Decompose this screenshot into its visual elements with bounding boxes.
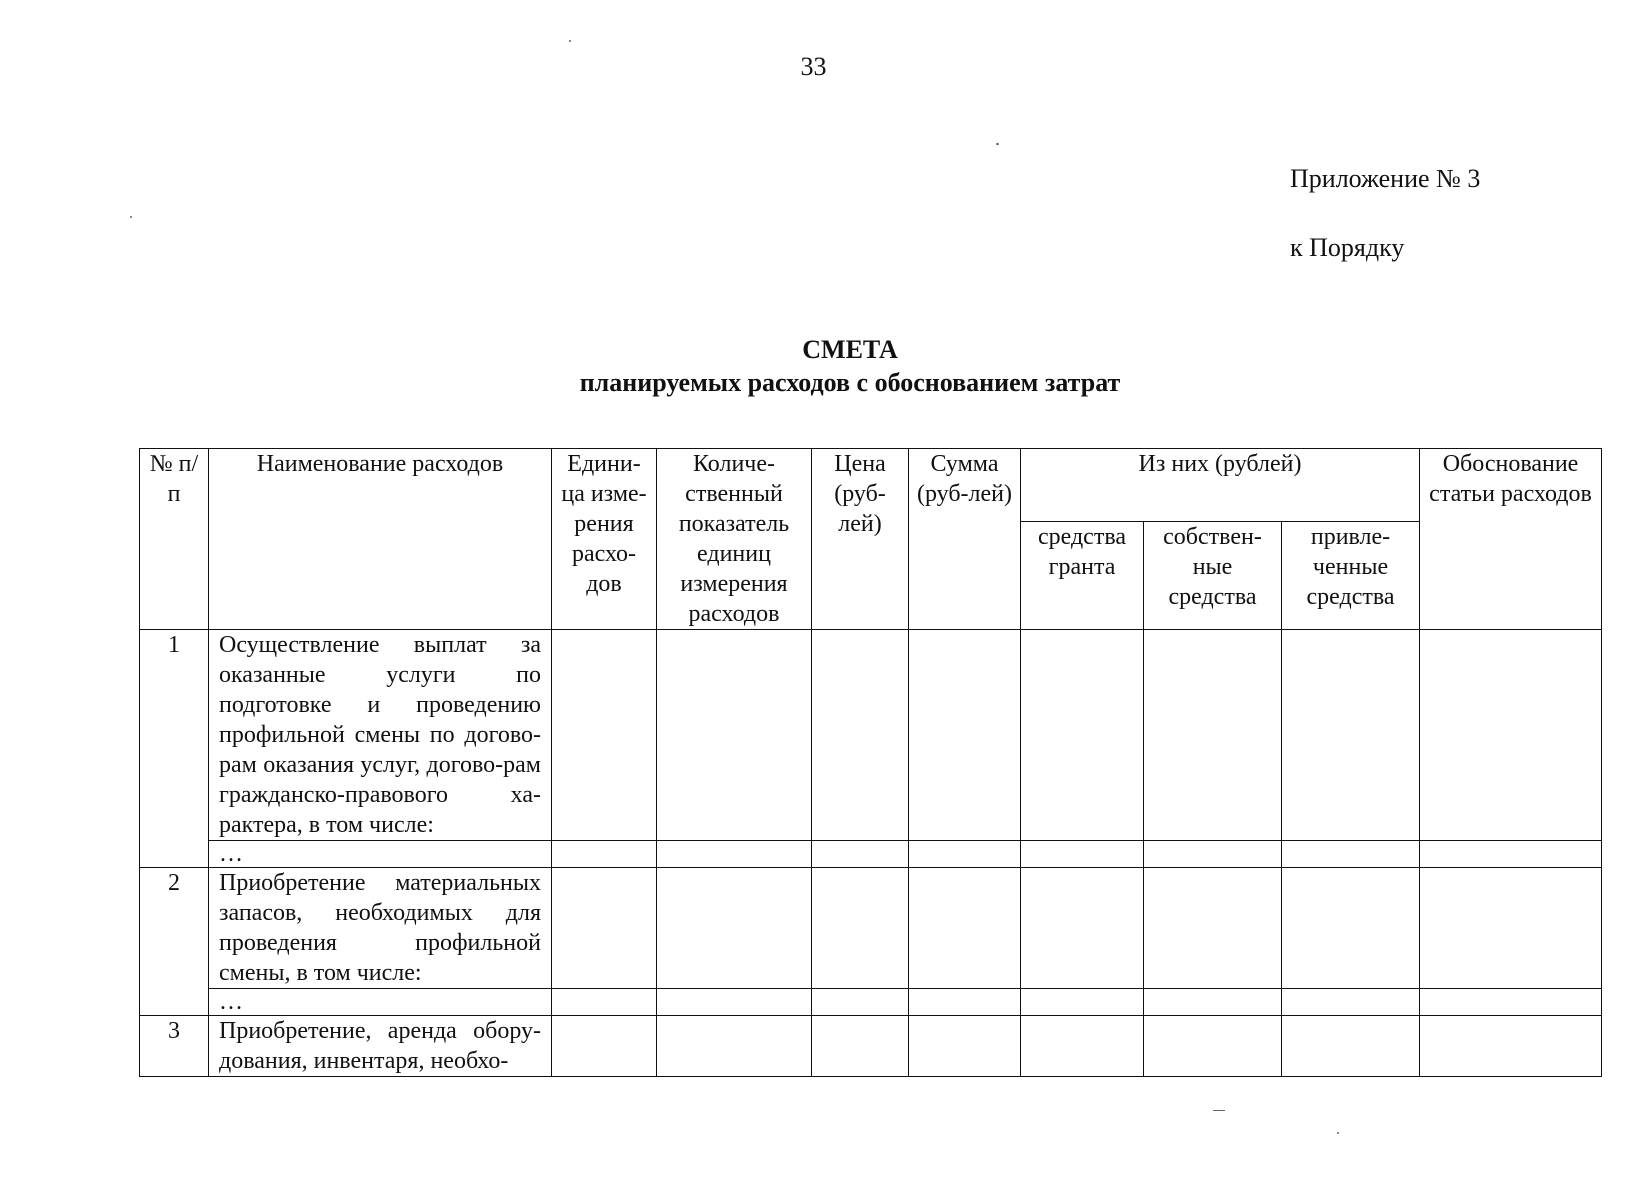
table-cell bbox=[812, 868, 909, 989]
table-row bbox=[140, 630, 1602, 841]
table-cell bbox=[657, 841, 812, 868]
table-cell bbox=[1282, 841, 1420, 868]
table-cell bbox=[1021, 630, 1144, 841]
scan-speck bbox=[569, 40, 571, 42]
table-cell bbox=[552, 1016, 657, 1077]
appendix-reference: к Порядку bbox=[1290, 233, 1405, 262]
table-cell bbox=[1144, 630, 1282, 841]
scan-speck bbox=[130, 216, 132, 218]
scan-speck bbox=[1213, 1110, 1225, 1111]
table-cell bbox=[812, 989, 909, 1016]
table-cell bbox=[1282, 989, 1420, 1016]
appendix-label: Приложение № 3 bbox=[1290, 164, 1481, 193]
table-cell bbox=[552, 841, 657, 868]
table-cell bbox=[909, 1016, 1021, 1077]
table-cell bbox=[1420, 630, 1602, 841]
table-cell bbox=[812, 630, 909, 841]
table-row bbox=[140, 989, 1602, 1016]
table-cell bbox=[1420, 989, 1602, 1016]
page-number: 33 bbox=[800, 52, 827, 81]
header-sum: Сумма (руб-лей) bbox=[909, 449, 1021, 630]
expense-name: Приобретение материальных запасов, необходимых для проведения профильной смены, в том числе: bbox=[209, 868, 552, 989]
header-justification: Обоснование статьи расходов bbox=[1420, 449, 1602, 630]
row-number: 2 bbox=[140, 868, 209, 1016]
scan-speck bbox=[1337, 1132, 1339, 1134]
table-cell bbox=[909, 989, 1021, 1016]
table-cell bbox=[1420, 841, 1602, 868]
scan-speck bbox=[996, 143, 999, 145]
table-cell bbox=[812, 841, 909, 868]
document-title: СМЕТА bbox=[802, 335, 898, 364]
header-num: № п/п bbox=[140, 449, 209, 630]
header-attracted-funds: привле-ченные средства bbox=[1282, 521, 1420, 629]
table-cell bbox=[1144, 841, 1282, 868]
table-cell bbox=[1420, 1016, 1602, 1077]
header-name: Наименование расходов bbox=[209, 449, 552, 630]
table-row bbox=[140, 1016, 1602, 1077]
table-cell bbox=[552, 868, 657, 989]
table-cell bbox=[1144, 1016, 1282, 1077]
header-quantity: Количе-ственный показатель единиц измерения расходов bbox=[657, 449, 812, 630]
header-unit: Едини-ца изме-рения расхо-дов bbox=[552, 449, 657, 630]
table-cell bbox=[1282, 630, 1420, 841]
table-row bbox=[140, 868, 1602, 989]
table-cell bbox=[1021, 989, 1144, 1016]
header-of-them: Из них (рублей) bbox=[1021, 449, 1420, 522]
table-cell bbox=[812, 1016, 909, 1077]
table-cell bbox=[552, 989, 657, 1016]
header-grant-funds: средства гранта bbox=[1021, 521, 1144, 629]
table-cell bbox=[1420, 868, 1602, 989]
header-own-funds: собствен-ные средства bbox=[1144, 521, 1282, 629]
table-cell bbox=[909, 630, 1021, 841]
table-cell bbox=[657, 1016, 812, 1077]
table-cell bbox=[552, 630, 657, 841]
table-cell bbox=[657, 868, 812, 989]
expense-name: Осуществление выплат за оказанные услуги по подготовке и проведению профильной смены по догово-рам оказания услуг, догово-рам гражданско-правового ха-рактера, в том числе: bbox=[209, 630, 552, 841]
table-cell bbox=[1282, 1016, 1420, 1077]
row-number: 3 bbox=[140, 1016, 209, 1077]
table-cell bbox=[657, 630, 812, 841]
expense-subitem: … bbox=[209, 989, 552, 1016]
header-price: Цена (руб-лей) bbox=[812, 449, 909, 630]
table-cell bbox=[657, 989, 812, 1016]
expense-name: Приобретение, аренда обору-дования, инвентаря, необхо- bbox=[209, 1016, 552, 1077]
table-cell bbox=[909, 868, 1021, 989]
expense-subitem: … bbox=[209, 841, 552, 868]
table-cell bbox=[909, 841, 1021, 868]
estimate-table bbox=[139, 448, 1602, 1077]
table-cell bbox=[1021, 1016, 1144, 1077]
table-cell bbox=[1282, 868, 1420, 989]
table-row bbox=[140, 841, 1602, 868]
table-cell bbox=[1021, 868, 1144, 989]
document-subtitle: планируемых расходов с обоснованием затрат bbox=[579, 368, 1121, 397]
table-cell bbox=[1144, 868, 1282, 989]
table-cell bbox=[1144, 989, 1282, 1016]
table-cell bbox=[1021, 841, 1144, 868]
row-number: 1 bbox=[140, 630, 209, 868]
